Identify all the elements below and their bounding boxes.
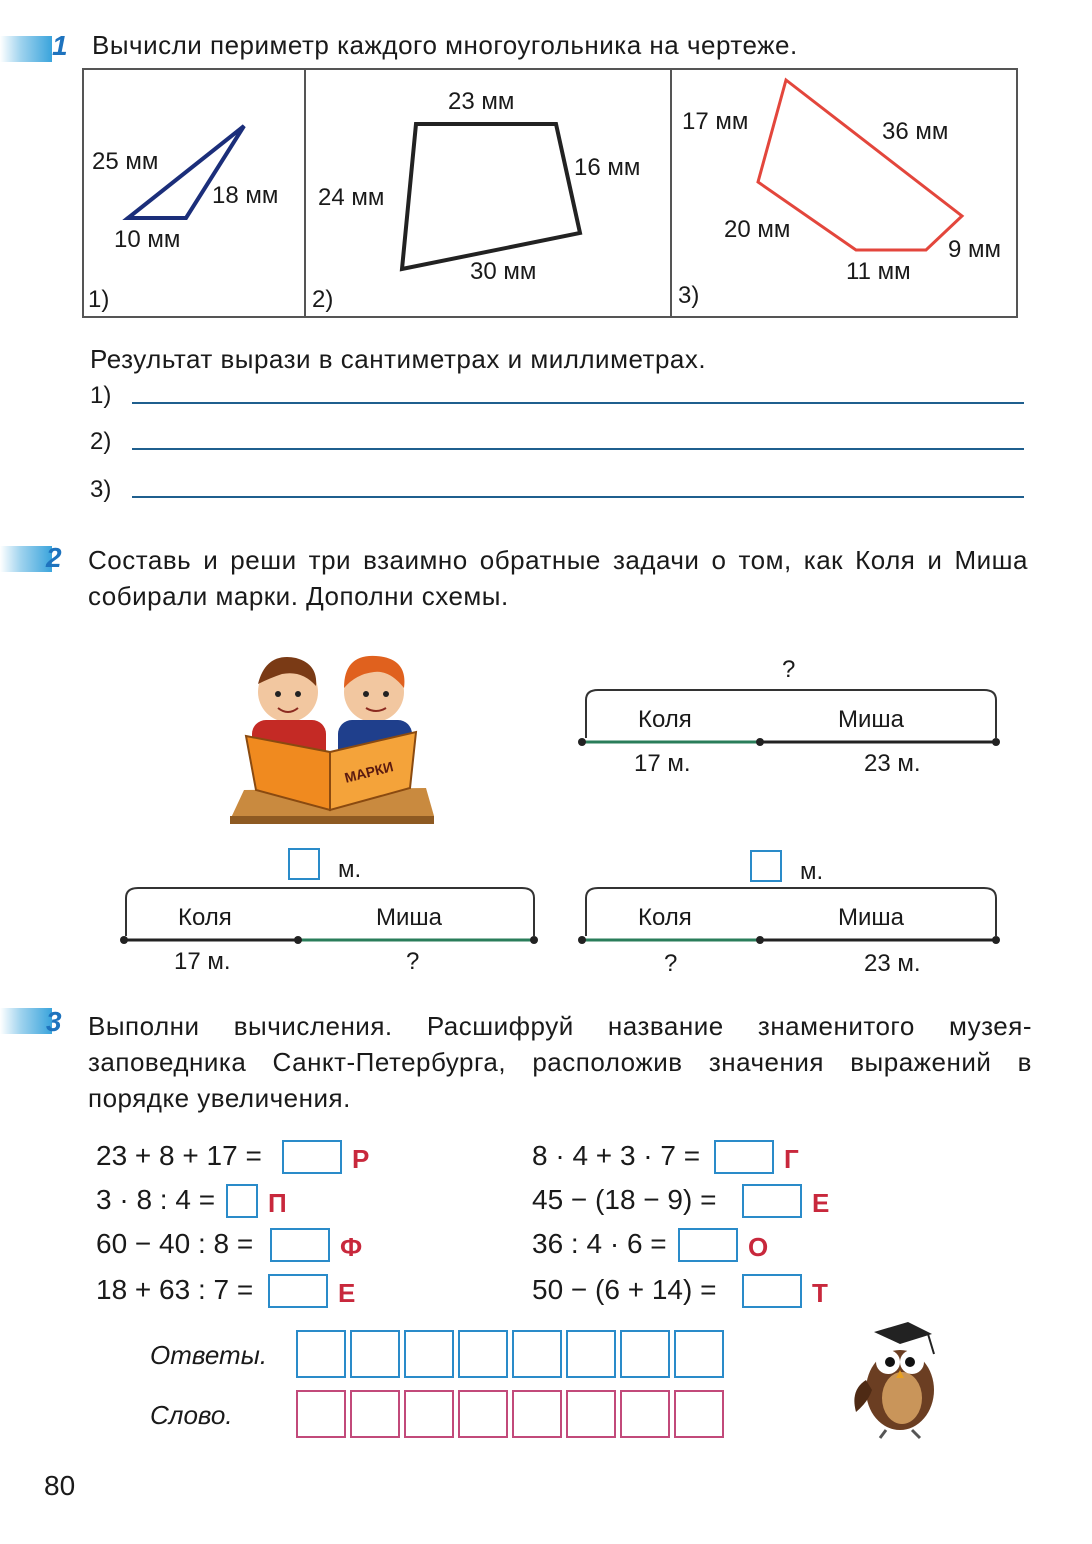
task-number-1: 1 xyxy=(52,30,68,61)
word-cell-4[interactable] xyxy=(458,1390,508,1438)
fig1-side-b: 18 мм xyxy=(212,182,279,209)
word-cell-6[interactable] xyxy=(566,1390,616,1438)
expression-right-3: 36 : 4 · 6 = xyxy=(532,1228,667,1259)
fig1-side-a: 25 мм xyxy=(92,148,159,175)
task3-text: Выполни вычисления. Расшифруй название знаменитого музея-заповедника Санкт-Петербурга, расположив значения выражений в порядке увеличения. xyxy=(88,1011,1032,1113)
page-number: 80 xyxy=(44,1470,76,1501)
cipher-letter-left-3: Ф xyxy=(340,1232,363,1262)
task2-text: Составь и реши три взаимно обратные задачи о том, как Коля и Миша собирали марки. Дополни схемы. xyxy=(88,545,1028,611)
scheme3-right-value: 23 м. xyxy=(864,950,921,977)
quadrilateral-figure-2 xyxy=(402,124,580,269)
scheme2-left-value: 17 м. xyxy=(174,948,231,975)
answer-line-2[interactable] xyxy=(132,448,1024,450)
cipher-letter-right-1: Г xyxy=(784,1144,799,1174)
fig3-side-a: 17 мм xyxy=(682,108,749,135)
answer-cell-4[interactable] xyxy=(458,1330,508,1378)
scheme3-left-value: ? xyxy=(664,950,678,977)
task-number-2: 2 xyxy=(46,542,62,573)
word-cell-3[interactable] xyxy=(404,1390,454,1438)
scheme1-left-value: 17 м. xyxy=(634,750,691,777)
fig2-side-d: 30 мм xyxy=(470,258,537,285)
cipher-letter-left-1: Р xyxy=(352,1144,370,1174)
answer-line-1[interactable] xyxy=(132,402,1024,404)
cipher-letter-left-2: П xyxy=(268,1188,287,1218)
scheme2-right-value: ? xyxy=(406,948,420,975)
polygon-drawings xyxy=(0,0,1092,330)
answer-box-left-1[interactable] xyxy=(282,1140,342,1174)
answer-label-3: 3) xyxy=(90,476,112,503)
boys-reading-illustration xyxy=(226,640,438,830)
answer-label-2: 2) xyxy=(90,428,112,455)
word-cell-5[interactable] xyxy=(512,1390,562,1438)
scheme1-right-name: Миша xyxy=(838,706,904,733)
owl-illustration xyxy=(846,1320,942,1440)
fig3-side-d: 9 мм xyxy=(948,236,1002,263)
fig1-index: 1) xyxy=(88,286,110,313)
word-cell-7[interactable] xyxy=(620,1390,670,1438)
scheme2-answer-box[interactable] xyxy=(288,848,320,880)
task-marker-2 xyxy=(0,546,52,572)
scheme3-right-name: Миша xyxy=(838,904,904,931)
scheme3-answer-box[interactable] xyxy=(750,850,782,882)
cipher-letter-right-4: Т xyxy=(812,1278,828,1308)
fig2-side-c: 24 мм xyxy=(318,184,385,211)
answer-cell-5[interactable] xyxy=(512,1330,562,1378)
scheme1-left-name: Коля xyxy=(638,706,692,733)
answer-box-right-3[interactable] xyxy=(678,1228,738,1262)
expression-right-2: 45 − (18 − 9) = xyxy=(532,1184,717,1215)
fig2-side-b: 16 мм xyxy=(574,154,641,181)
expression-right-4: 50 − (6 + 14) = xyxy=(532,1274,717,1305)
answer-cell-1[interactable] xyxy=(296,1330,346,1378)
book-label: МАРКИ xyxy=(342,758,395,786)
answer-cell-3[interactable] xyxy=(404,1330,454,1378)
answer-box-left-3[interactable] xyxy=(270,1228,330,1262)
answer-label-1: 1) xyxy=(90,382,112,409)
answer-box-right-1[interactable] xyxy=(714,1140,774,1174)
scheme2-top-unit: м. xyxy=(338,856,362,883)
scheme1-top: ? xyxy=(782,656,796,683)
scheme2-right-name: Миша xyxy=(376,904,442,931)
cipher-letter-right-2: Е xyxy=(812,1188,830,1218)
word-cell-2[interactable] xyxy=(350,1390,400,1438)
result-instruction: Результат вырази в сантиметрах и миллиметрах. xyxy=(90,344,707,374)
word-label: Слово. xyxy=(150,1400,233,1430)
task-marker-3 xyxy=(0,1008,52,1034)
word-cell-1[interactable] xyxy=(296,1390,346,1438)
answer-box-right-4[interactable] xyxy=(742,1274,802,1308)
fig3-index: 3) xyxy=(678,282,700,309)
expression-left-4: 18 + 63 : 7 = xyxy=(96,1274,254,1305)
fig3-side-e: 11 мм xyxy=(846,258,911,285)
answers-label: Ответы. xyxy=(150,1340,268,1370)
expression-right-1: 8 · 4 + 3 · 7 = xyxy=(532,1140,701,1171)
task-number-3: 3 xyxy=(46,1006,62,1037)
scheme3-top-unit: м. xyxy=(800,858,824,885)
fig3-side-c: 20 мм xyxy=(724,216,791,243)
fig3-side-b: 36 мм xyxy=(882,118,949,145)
answer-cell-7[interactable] xyxy=(620,1330,670,1378)
fig2-side-a: 23 мм xyxy=(448,88,515,115)
cipher-letter-right-3: О xyxy=(748,1232,769,1262)
answer-cell-6[interactable] xyxy=(566,1330,616,1378)
cipher-letter-left-4: Е xyxy=(338,1278,356,1308)
expression-left-2: 3 · 8 : 4 = xyxy=(96,1184,216,1215)
expression-left-3: 60 − 40 : 8 = xyxy=(96,1228,254,1259)
fig2-index: 2) xyxy=(312,286,334,313)
answer-box-left-2[interactable] xyxy=(226,1184,258,1218)
scheme3-left-name: Коля xyxy=(638,904,692,931)
fig1-side-c: 10 мм xyxy=(114,226,181,253)
word-cell-8[interactable] xyxy=(674,1390,724,1438)
expression-left-1: 23 + 8 + 17 = xyxy=(96,1140,262,1171)
answer-box-right-2[interactable] xyxy=(742,1184,802,1218)
answer-box-left-4[interactable] xyxy=(268,1274,328,1308)
scheme1-right-value: 23 м. xyxy=(864,750,921,777)
scheme2-left-name: Коля xyxy=(178,904,232,931)
answer-cell-2[interactable] xyxy=(350,1330,400,1378)
task1-text: Вычисли периметр каждого многоугольника на чертеже. xyxy=(92,30,798,60)
answer-cell-8[interactable] xyxy=(674,1330,724,1378)
answer-line-3[interactable] xyxy=(132,496,1024,498)
